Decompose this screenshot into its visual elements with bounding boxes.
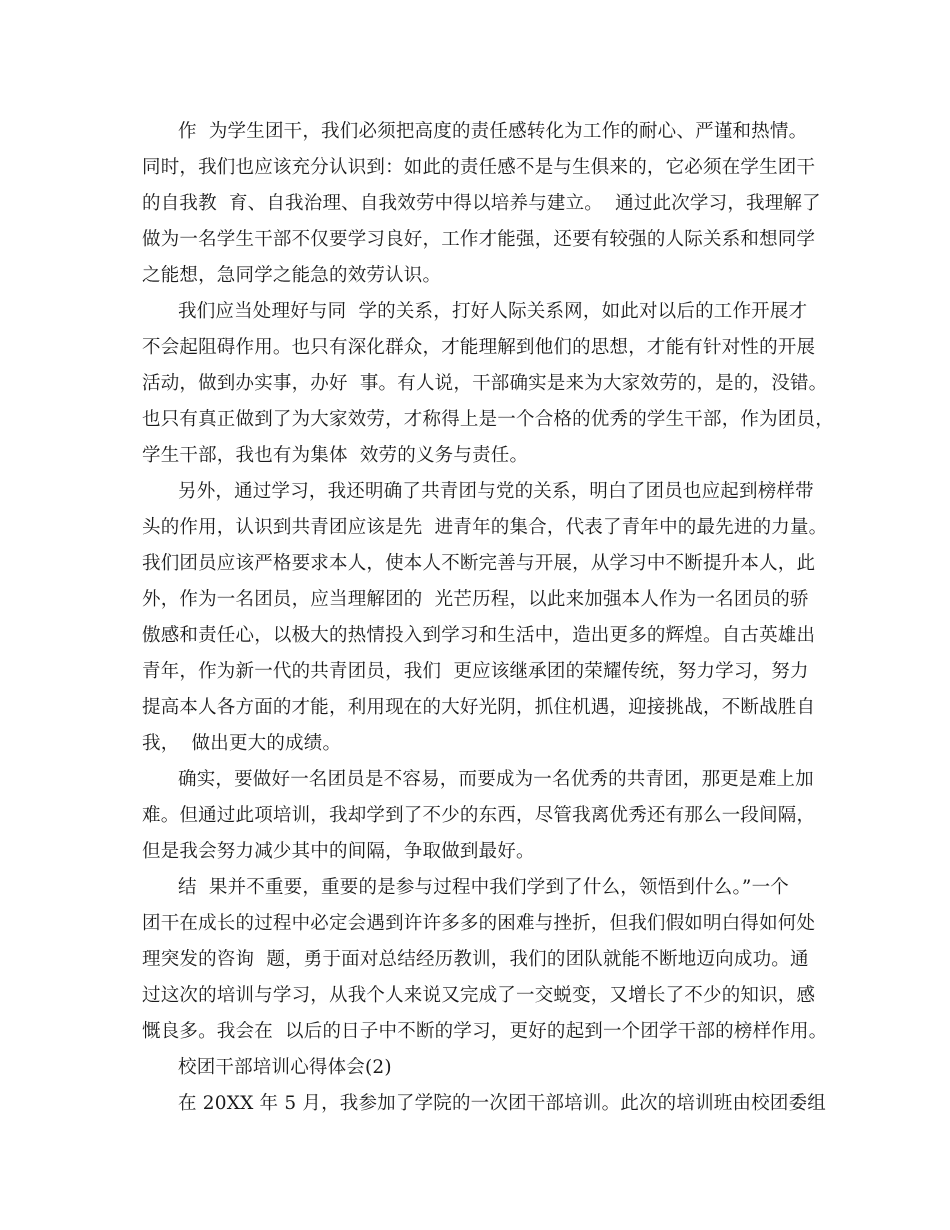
text-line: 结 果并不重要，重要的是参与过程中我们学到了什么，领悟到什么。”一个 bbox=[178, 877, 789, 898]
text-line: 在 20XX 年 5 月，我参加了学院的一次团干部培训。此次的培训班由校团委组 bbox=[178, 1093, 826, 1114]
text-line: 理突发的咨询 题，勇于面对总结经历教训，我们的团队就能不断地迈向成功。通 bbox=[142, 949, 809, 970]
text-line: 同时，我们也应该充分认识到：如此的责任感不是与生俱来的，它必须在学生团干 bbox=[142, 157, 816, 178]
text-line: 难。但通过此项培训，我却学到了不少的东西，尽管我离优秀还有那么一段间隔， bbox=[142, 805, 816, 826]
text-line: 团干在成长的过程中必定会遇到许许多多的困难与挫折，但我们假如明白得如何处 bbox=[142, 913, 816, 934]
text-line: 青年，作为新一代的共青团员，我们 更应该继承团的荣耀传统，努力学习，努力 bbox=[142, 661, 809, 682]
text-line: 不会起阻碍作用。也只有深化群众，才能理解到他们的思想，才能有针对性的开展 bbox=[142, 337, 816, 358]
text-line: 之能想，急同学之能急的效劳认识。 bbox=[142, 265, 442, 286]
text-line: 作 为学生团干，我们必须把高度的责任感转化为工作的耐心、严谨和热情。 bbox=[178, 121, 808, 142]
text-line: 我， 做出更大的成绩。 bbox=[142, 733, 342, 754]
section-heading: 校团干部培训心得体会(2) bbox=[178, 1057, 392, 1078]
text-line: 过这次的培训与学习，从我个人来说又完成了一交蜕变，又增长了不少的知识，感 bbox=[142, 985, 816, 1006]
text-line: 傲感和责任心，以极大的热情投入到学习和生活中，造出更多的辉煌。自古英雄出 bbox=[142, 625, 816, 646]
text-line: 慨良多。我会在 以后的日子中不断的学习，更好的起到一个团学干部的榜样作用。 bbox=[142, 1021, 828, 1042]
text-line: 我们团员应该严格要求本人，使本人不断完善与开展，从学习中不断提升本人，此 bbox=[142, 553, 816, 574]
text-line: 我们应当处理好与同 学的关系，打好人际关系网，如此对以后的工作开展才 bbox=[178, 301, 808, 322]
text-line: 做为一名学生干部不仅要学习良好，工作才能强，还要有较强的人际关系和想同学 bbox=[142, 229, 816, 250]
text-line: 提高本人各方面的才能，利用现在的大好光阴，抓住机遇，迎接挑战，不断战胜自 bbox=[142, 697, 816, 718]
text-line: 的自我教 育、自我治理、自我效劳中得以培养与建立。 通过此次学习，我理解了 bbox=[142, 193, 821, 214]
text-line: 活动，做到办实事，办好 事。有人说，干部确实是来为大家效劳的，是的，没错。 bbox=[142, 373, 828, 394]
text-line: 另外，通过学习，我还明确了共青团与党的关系，明白了团员也应起到榜样带 bbox=[178, 481, 814, 502]
text-line: 头的作用，认识到共青团应该是先 进青年的集合，代表了青年中的最先进的力量。 bbox=[142, 517, 828, 538]
text-line: 确实，要做好一名团员是不容易，而要成为一名优秀的共青团，那更是难上加 bbox=[178, 769, 814, 790]
text-line: 但是我会努力减少其中的间隔，争取做到最好。 bbox=[142, 841, 535, 862]
text-line: 外，作为一名团员，应当理解团的 光芒历程，以此来加强本人作为一名团员的骄 bbox=[142, 589, 809, 610]
text-line: 学生干部，我也有为集体 效劳的义务与责任。 bbox=[142, 445, 529, 466]
text-line: 也只有真正做到了为大家效劳，才称得上是一个合格的优秀的学生干部，作为团员， bbox=[142, 409, 834, 430]
